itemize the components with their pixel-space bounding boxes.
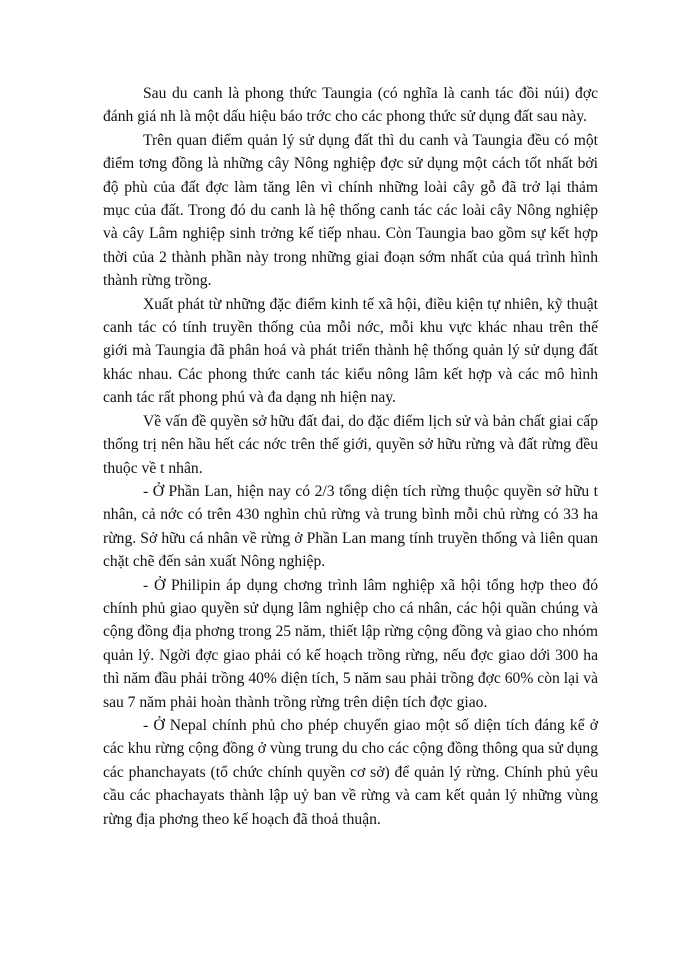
document-page bbox=[103, 82, 598, 831]
paragraph-taungia-intro: Sau du canh là phong thức Taungia (có nghĩa là canh tác đồi núi) đợc đánh giá nh là một dấu hiệu báo trớc cho các phong thức sử dụng đất sau này. bbox=[103, 85, 598, 126]
paragraph-finland: - Ở Phần Lan, hiện nay có 2/3 tổng diện tích rừng thuộc quyền sở hữu t nhân, cả nớc có trên 430 nghìn chủ rừng và trung bình mỗi chủ rừng có 33 ha rừng. Sở hữu cá nhân về rừng ở Phần Lan mang tính truyền thống và liên quan chặt chẽ đến sản xuất Nông nghiệp. bbox=[103, 482, 598, 571]
paragraph-land-ownership: Về vấn đề quyền sở hữu đất đai, do đặc điểm lịch sử và bản chất giai cấp thống trị nên hầu hết các nớc trên thế giới, quyền sở hữu rừng và đất rừng đều thuộc về t nhân. bbox=[103, 412, 598, 477]
paragraph-philippines: - Ở Philipin áp dụng chơng trình lâm nghiệp xã hội tổng hợp theo đó chính phủ giao quyền sử dụng lâm nghiệp cho cá nhân, các hội quần chúng và cộng đồng địa phơng trong 25 năm, thiết lập rừng cộng đồng và giao cho nhóm quản lý. Ngời đợc giao phải có kế hoạch trồng rừng, nếu đợc giao dới 300 ha thì năm đầu phải trồng 40% diện tích, 5 năm sau phải trồng đợc 60% còn lại và sau 7 năm phải hoàn thành trồng rừng trên diện tích đợc giao. bbox=[103, 576, 598, 711]
paragraph-socioeconomic-origins: Xuất phát từ những đặc điểm kinh tế xã hội, điều kiện tự nhiên, kỹ thuật canh tác có tính truyền thống của mỗi nớc, mỗi khu vực khác nhau trên thế giới mà Taungia đã phân hoá và phát triển thành hệ thống quản lý sử dụng đất khác nhau. Các phong thức canh tác kiểu nông lâm kết hợp và các mô hình canh tác rất phong phú và đa dạng nh hiện nay. bbox=[103, 295, 598, 407]
paragraph-nepal: - Ở Nepal chính phủ cho phép chuyển giao một số diện tích đáng kể ở các khu rừng cộng đồng ở vùng trung du cho các cộng đồng thông qua sử dụng các phanchayats (tổ chức chính quyền cơ sở) để quản lý rừng. Chính phủ yêu cầu các phachayats thành lập uỷ ban về rừng và cam kết quản lý những vùng rừng địa phơng theo kế hoạch đã thoả thuận. bbox=[103, 716, 598, 828]
paragraph-land-management-view: Trên quan điểm quản lý sử dụng đất thì du canh và Taungia đều có một điểm tơng đồng là những cây Nông nghiệp đợc sử dụng một cách tốt nhất bởi độ phù của đất đợc làm tăng lên vì chính những loài cây gỗ đã trở lại thảm mục của đất. Trong đó du canh là hệ thống canh tác các loài cây Nông nghiệp và cây Lâm nghiệp sinh trởng kế tiếp nhau. Còn Taungia bao gồm sự kết hợp thời của 2 thành phần này trong những giai đoạn sớm nhất của quá trình hình thành rừng trồng. bbox=[103, 131, 598, 290]
